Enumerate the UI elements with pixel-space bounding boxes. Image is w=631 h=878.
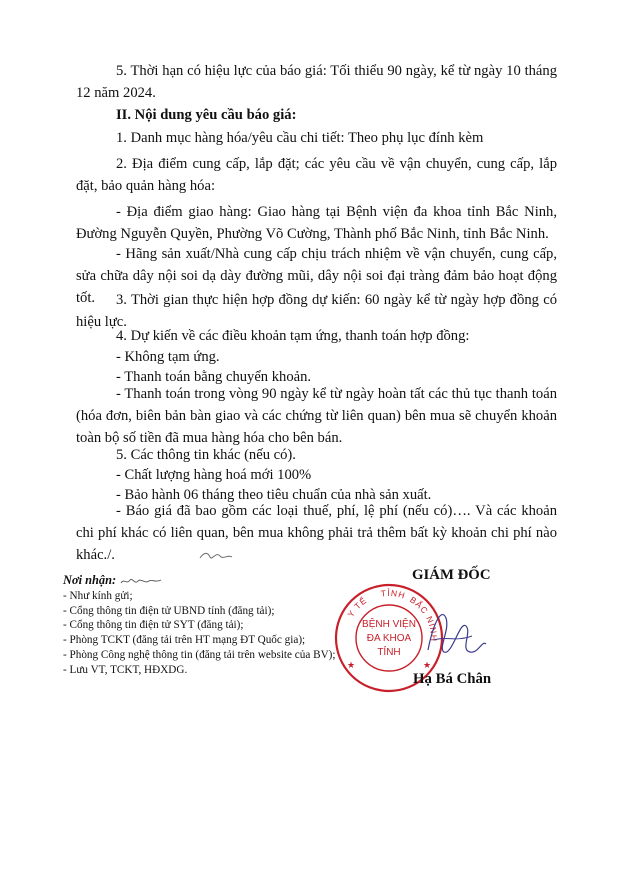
- item-5-quality: - Chất lượng hàng hoá mới 100%: [116, 467, 312, 483]
- initial-scribble-icon: [198, 548, 238, 564]
- seal-outer-right: BẮC NINH: [408, 594, 440, 642]
- item-5-warranty: - Bảo hành 06 tháng theo tiêu chuẩn của nhà sản xuất.: [116, 487, 432, 503]
- seal-inner-line1: BỆNH VIỆN: [362, 619, 416, 630]
- item-2-manufacturer: - Hãng sản xuất/Nhà cung cấp chịu trách nhiệm về vận chuyển, cung cấp, sửa chữa dây nội soi dạ dày đường mũi, dây nội soi đại tràng đảm bảo hoạt động tốt.: [76, 246, 557, 306]
- item-5-taxes: - Báo giá đã bao gồm các loại thuế, phí, lệ phí (nếu có)…. Và các khoản chi phí khác có liên quan, bên mua không phải trả thêm bất kỳ khoản chi phí nào khác./.: [76, 503, 557, 563]
- recipients-block: [63, 573, 363, 678]
- seal-inner-line2: ĐA KHOA: [366, 633, 412, 644]
- recipients-title: Nơi nhận:: [63, 573, 117, 587]
- item-2-delivery-location: - Địa điểm giao hàng: Giao hàng tại Bệnh viện đa khoa tỉnh Bắc Ninh, Đường Nguyễn Quyền, Phường Võ Cường, Thành phố Bắc Ninh, tỉnh Bắc Ninh.: [76, 204, 557, 242]
- validity-paragraph: 5. Thời hạn có hiệu lực của báo giá: Tối thiểu 90 ngày, kể từ ngày 10 tháng 12 năm 2024.: [76, 63, 557, 101]
- item-1: 1. Danh mục hàng hóa/yêu cầu chi tiết: Theo phụ lục đính kèm: [116, 130, 484, 146]
- seal-inner-line3: TỈNH: [377, 647, 401, 658]
- recipient-item: - Phòng Công nghệ thông tin (đăng tải trên website của BV);: [63, 648, 336, 661]
- recipient-item: - Lưu VT, TCKT, HĐXDG.: [63, 663, 188, 676]
- item-5: 5. Các thông tin khác (nếu có).: [116, 447, 296, 463]
- item-4-transfer: - Thanh toán bằng chuyển khoản.: [116, 369, 312, 385]
- signature-scribble-icon: [420, 600, 490, 670]
- section-2-heading: II. Nội dung yêu cầu báo giá:: [116, 107, 297, 123]
- item-3: 3. Thời gian thực hiện hợp đồng dự kiến: 60 ngày kể từ ngày hợp đồng có hiệu lực.: [76, 292, 557, 330]
- item-2: 2. Địa điểm cung cấp, lắp đặt; các yêu cầu về vận chuyển, cung cấp, lắp đặt, bảo quản hàng hóa:: [76, 156, 557, 194]
- recipient-item: - Cổng thông tin điện tử UBND tỉnh (đăng tải);: [63, 604, 275, 617]
- seal-star-left-icon: ★: [347, 660, 356, 670]
- seal-outer-left: Y TẾ: [345, 595, 369, 619]
- item-4-payment-terms: - Thanh toán trong vòng 90 ngày kể từ ngày hoàn tất các thủ tục thanh toán (hóa đơn, biên bản bàn giao và các chứng từ liên quan) bên mua sẽ chuyển khoản toàn bộ số tiền đã mua hàng hóa cho bên bán.: [76, 386, 557, 446]
- item-4: 4. Dự kiến về các điều khoản tạm ứng, thanh toán hợp đồng:: [116, 328, 470, 344]
- recipient-item: - Cổng thông tin điện tử SYT (đăng tải);: [63, 619, 244, 632]
- recipients-initial-icon: [119, 575, 163, 587]
- signer-name: Hạ Bá Chân: [413, 671, 492, 687]
- item-4-no-advance: - Không tạm ứng.: [116, 349, 220, 365]
- seal-outer-top: TỈNH: [380, 587, 407, 601]
- svg-text:TỈNH: [380, 587, 407, 601]
- signature-title: GIÁM ĐỐC: [412, 567, 491, 583]
- seal-star-right-icon: ★: [423, 660, 432, 670]
- recipient-item: - Phòng TCKT (đăng tải trên HT mạng ĐT Quốc gia);: [63, 634, 306, 647]
- recipient-item: - Như kính gửi;: [63, 589, 133, 602]
